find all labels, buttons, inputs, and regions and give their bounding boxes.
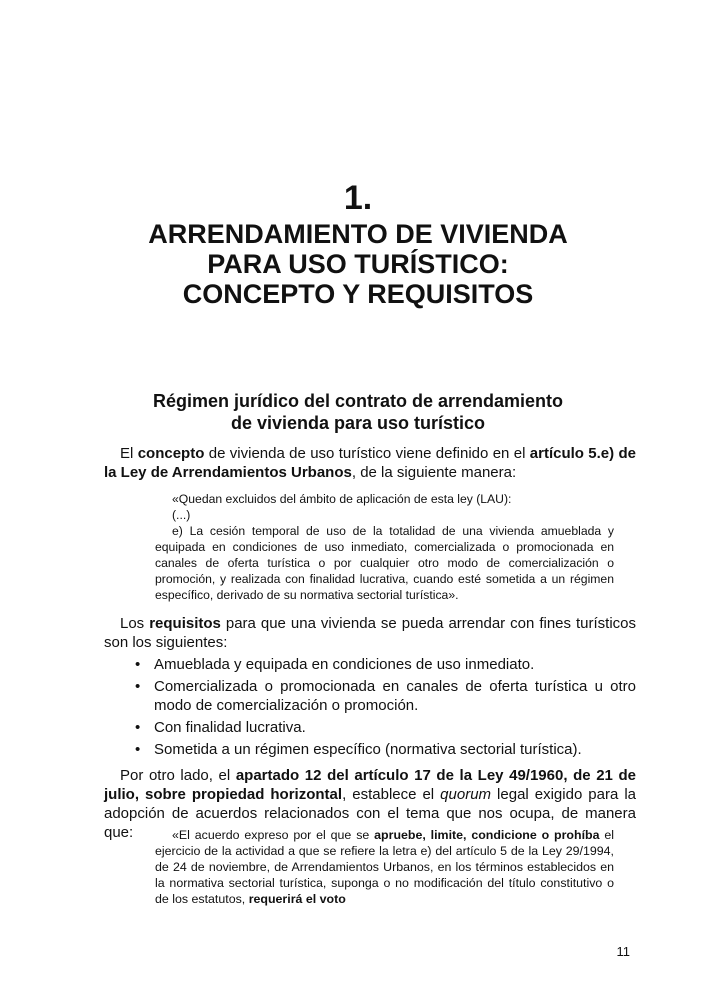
bold-run: requerirá el voto <box>248 892 346 906</box>
text-run: Por otro lado, el <box>120 767 236 784</box>
section-title-line: Régimen jurídico del contrato de arrendamiento <box>152 391 564 411</box>
list-item-text: Amueblada y equipada en condiciones de uso inmediato. <box>154 656 535 673</box>
paragraph-concept <box>104 444 636 482</box>
section-title <box>80 390 636 434</box>
list-item <box>104 740 636 759</box>
paragraph-requisitos <box>104 614 636 652</box>
text-run: Los <box>120 615 150 632</box>
chapter-title-line: PARA USO TURÍSTICO: <box>207 249 509 279</box>
italic-run: quorum <box>440 786 492 803</box>
list-item-text: Con finalidad lucrativa. <box>154 719 306 736</box>
text-run: legal exigido para la adopción de acuerdos relacionados con el tema que nos ocupa, de manera que: <box>104 786 637 841</box>
text-run: «El acuerdo expreso por el que se <box>172 828 375 842</box>
chapter-title-line: CONCEPTO Y REQUISITOS <box>182 279 534 309</box>
bullet-icon: • <box>135 719 141 736</box>
text-run: de vivienda de uso turístico viene definido en el <box>204 445 530 462</box>
bullet-icon: • <box>135 741 141 758</box>
list-item <box>104 655 636 674</box>
text-run: el ejercicio de la actividad a que se refiere la letra e) del artículo 5 de la Ley 29/1994, de 24 de noviembre, de Arrendamientos Urbanos, en los términos establecidos en la normativa sectorial turística, suponga o no modificación del título constitutivo o de los estatutos, <box>155 828 614 906</box>
bold-run: requisitos <box>149 615 221 632</box>
list-item <box>104 718 636 737</box>
list-item <box>104 677 636 715</box>
bullet-icon: • <box>135 656 141 673</box>
chapter-number: 1. <box>343 179 373 217</box>
requirements-list <box>104 655 636 762</box>
bold-run: concepto <box>137 445 205 462</box>
chapter-title <box>60 219 656 309</box>
list-item-text: Sometida a un régimen específico (normativa sectorial turística). <box>154 741 582 758</box>
bold-run: apruebe, limite, condicione o prohíba <box>374 828 600 842</box>
text-run: , de la siguiente manera: <box>351 464 517 481</box>
legal-quote-lph <box>155 827 614 907</box>
text-run: para que una vivienda se pueda arrendar con fines turísticos son los siguientes: <box>104 615 637 651</box>
section-title-line: de vivienda para uso turístico <box>230 413 486 433</box>
legal-quote-lau <box>155 491 614 603</box>
text-run: El <box>120 445 138 462</box>
text-run: , establece el <box>342 786 441 803</box>
page-number: 11 <box>616 944 630 959</box>
chapter-title-line: ARRENDAMIENTO DE VIVIENDA <box>148 219 568 249</box>
quote-line: «Quedan excluidos del ámbito de aplicación de esta ley (LAU): <box>172 492 512 506</box>
list-item-text: Comercializada o promocionada en canales de oferta turística u otro modo de comercialización o promoción. <box>154 678 636 714</box>
quote-line: e) La cesión temporal de uso de la totalidad de una vivienda amueblada y equipada en condiciones de uso inmediato, comercializada o promocionada en canales de oferta turística o por cualquier otro modo de comercialización o promoción, y realizada con finalidad lucrativa, cuando esté sometida a un régimen específico, derivado de su normativa sectorial turística». <box>155 524 614 602</box>
bullet-icon: • <box>135 678 141 695</box>
quote-line: (...) <box>172 508 191 522</box>
bold-run: artículo 5.e) de la Ley de Arrendamientos Urbanos <box>104 445 636 481</box>
bold-run: apartado 12 del artículo 17 de la Ley 49/1960, de 21 de julio, sobre propiedad horizontal <box>104 767 637 803</box>
